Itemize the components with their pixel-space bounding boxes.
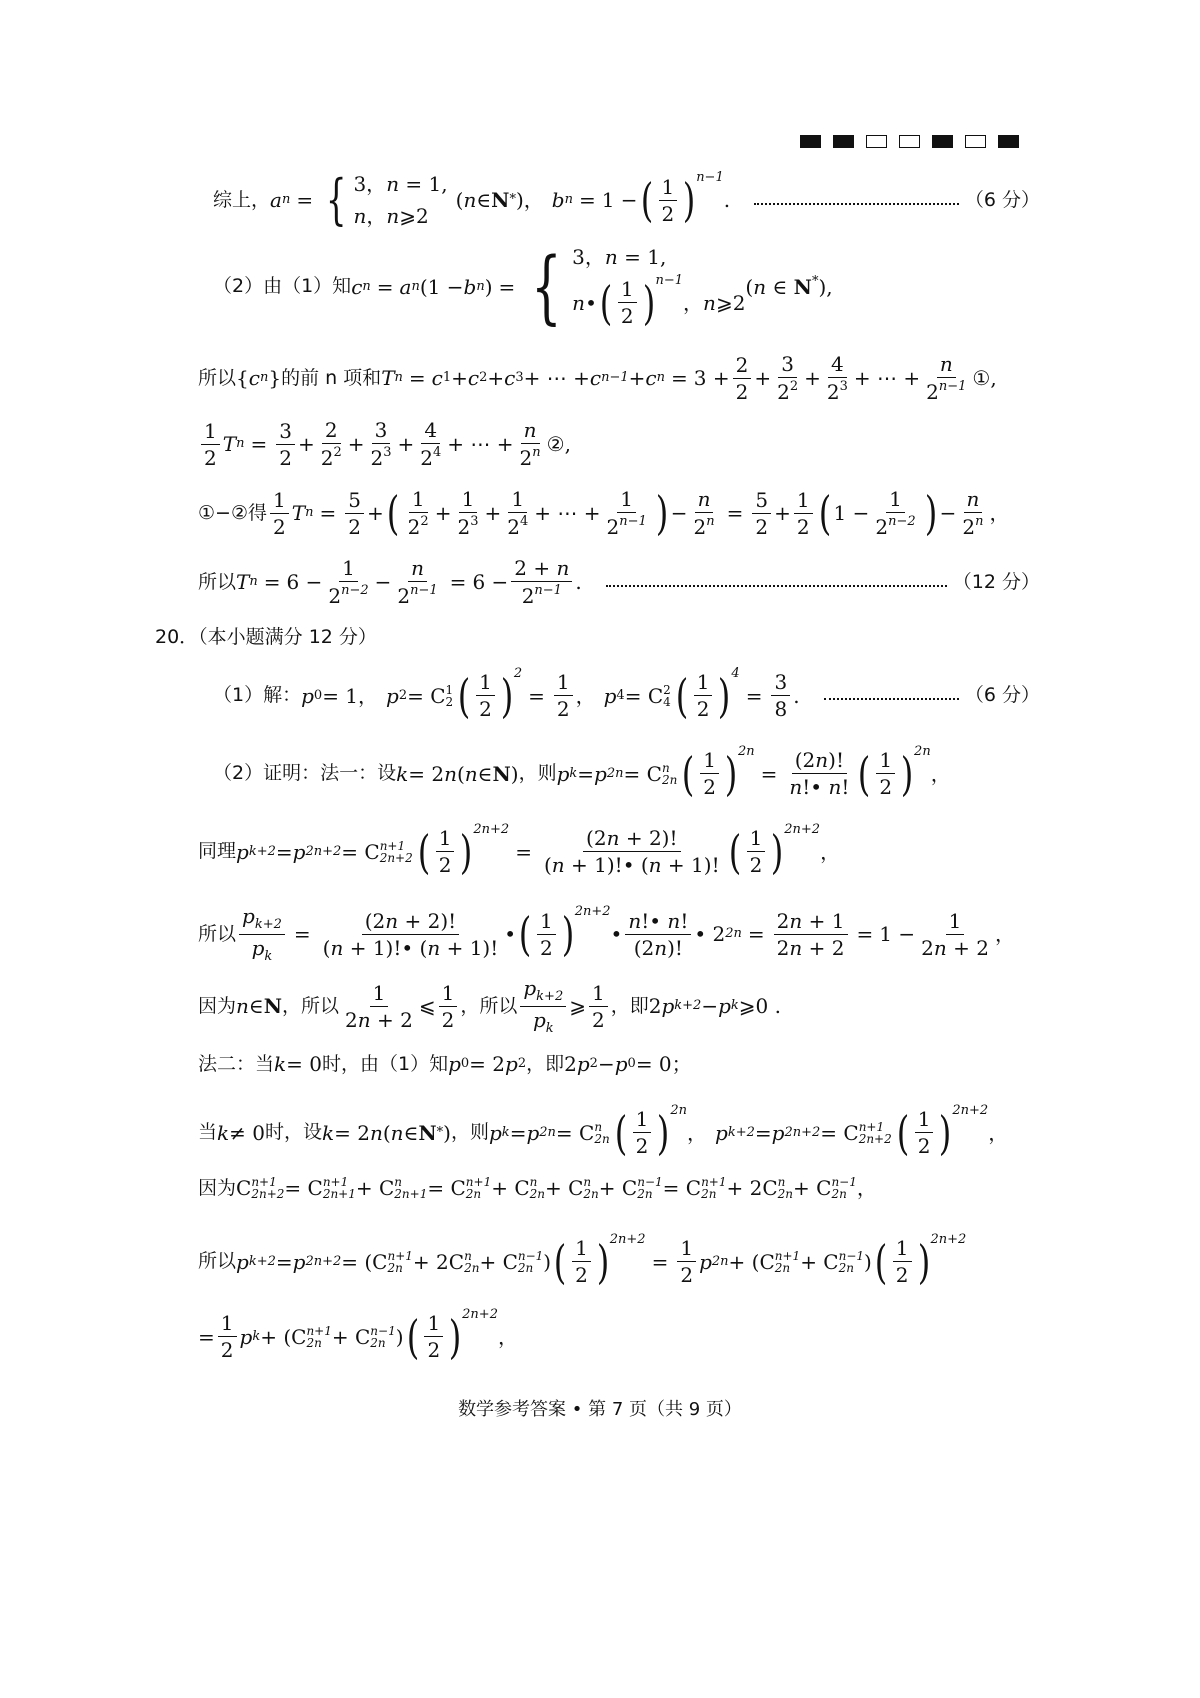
ie-label: ，即 [610,994,649,1017]
then-label: ，则 [450,1121,489,1144]
header-mark [899,135,920,148]
then-label: ，则 [518,762,557,785]
sum-label: 的前 n 项和 [281,366,382,389]
when-label: 当 [198,1121,218,1144]
because-line: 因为 n ∈ N ，所以 $\frac{1}{2n + 2}$ ⩽ $\frac{1}{2}$ ，所以 $\frac{p_{k+2}}{p_k}$ ⩾ $\frac{1}{2}$ ，即 2 p k+2 − p k ⩾0 . [198,976,781,1036]
score-badge: （6 分） [964,684,1040,707]
method2-line: 法二：当 k = 0 时，由（1）知 p 0 = 2 p 2 ，即 2 p 2 − p 0 = 0； [198,1052,692,1076]
part1-label: （1）解： [213,684,302,707]
so-label: ，所以 [460,994,518,1017]
part2-proof-label: （2）证明：法一：设 [213,762,397,785]
score-badge: （6 分） [964,188,1040,211]
page-footer: 数学参考答案 • 第 7 页（共 9 页） [458,1399,742,1420]
header-mark [833,135,854,148]
pk2-final-line: = $\frac{1}{2}$ p k + (C n+1 2n + C n−1 2n ) ( $\frac{1}{2}$ ) 2n+2 ， [198,1306,518,1364]
score-badge: （12 分） [952,570,1040,593]
score-leader [824,698,959,700]
ie-label: ，即 [526,1052,565,1075]
summary-label: 综上， [213,188,271,211]
piecewise-c: { 3，n = 1, n • ( $\frac{1}{2}$ ) n−1 ， n ⩾2 [531,239,746,333]
part2-label: （2）由（1）知 [213,275,352,298]
half-sum-line: $\frac{1}{2}$ T n = $\frac{3}{2}$ + $\frac{2}{2^2}$ + $\frac{3}{2^3}$ + $\frac{4}{2^4}$ + ⋯ + $\frac{n}{2^n}$ ② , [198,418,1040,470]
header-mark [866,135,887,148]
so-label: 所以 [198,922,237,945]
similarly-line: 同理 p k+2 = p 2n+2 = C n+1 2n+2 ( $\frac{1}{2}$ ) 2n+2 = $\frac{(2n + 2)!}{(n + 1)!• (n + 1)!}$ ( $\frac{1}{2}$ ) 2n+2 ， [198,821,841,879]
subtract-line: ①−②得 $\frac{1}{2}$ T n = $\frac{5}{2}$ + ( $\frac{1}{2^2}$ + $\frac{1}{2^3}$ + $\frac{1}{2^4}$ + ⋯ + $\frac{1}{2^{n-1}}$ ) − $\frac{n}{2^n}$ = $\frac{5}{2}$ + $\frac{1}{2}$ ( 1 − $\frac{1}{2^{n-2}}$ ) − $\frac{n}{2^n}$ ， [198,486,1010,540]
score-leader [754,203,959,205]
header-mark [932,135,953,148]
eq-marker-1: ① [972,366,991,390]
so-label: ，所以 [282,994,340,1017]
because-label: 因为 [198,994,237,1017]
ratio-line: 所以 $\frac{p_{k+2}}{p_k}$ = $\frac{(2n + 2)!}{(n + 1)!• (n + 1)!}$ • ( $\frac{1}{2}$ ) 2n+2 • $\frac{n!• n!}{(2n)!}$ • 2 2n = $\frac{2n + 1}{2n + 2}$ = 1 − $\frac{1}{2n + 2}$ ， [198,904,1015,964]
q20-part1-line: （1）解： p 0 = 1， p 2 = C 1 2 ( $\frac{1}{2}$ ) 2 = $\frac{1}{2}$ ， p 4 = C 2 4 ( $\frac{1}{2}$ ) 4 = $\frac{3}{8}$ . （6 分） [213,665,1040,723]
cn-definition-line: （2）由（1）知 c n = a n (1 − b n ) = { 3，n = 1, n • ( $\frac{1}{2}$ ) n−1 ， n ⩾2 (n ∈ N*), [213,239,833,333]
so-label: 所以 [198,570,237,593]
so-label: 所以 [198,366,237,389]
sum-line: 所以 { c n } 的前 n 项和 T n = c 1 + c 2 + c 3 + ⋯ + c n−1 + c n = 3 + $\frac{2}{2}$ + $\frac{3}{2^2}$ + $\frac{4}{2^3}$ + ⋯ + $\frac{n}{2^{n-1}}$ ① , [198,352,997,404]
subtract-label: ①−②得 [198,501,267,524]
k-nonzero-line: 当 k ≠ 0 时，设 k = 2 n ( n ∈ N * ) ，则 p k = p 2n = C n 2n ( $\frac{1}{2}$ ) 2n ， p k+2 = p 2n+2 = C n+1 2n+2 ( $\frac{1}{2}$ ) 2n+2 ， [198,1102,1009,1160]
so-label: 所以 [198,1250,237,1273]
binomial-identity-line: 因为 C n+1 2n+2 = C n+1 2n+1 + C n 2n+1 = C n+1 2n + C n 2n + C n 2n + C n−1 2n = C n+1 2n + 2C n 2n + C n−1 2n ， [198,1175,877,1201]
method2-from-label: 时，由（1）知 [321,1052,449,1075]
header-mark [965,135,986,148]
tn-result-line: 所以 T n = 6 − $\frac{1}{2^{n-2}}$ − $\frac{n}{2^{n-1}}$ = 6 − $\frac{2 + n}{2^{n-1}}$ . （12 分） [198,556,1040,608]
summary-line: 综上， a n = { 3，n = 1, n，n⩾2 ( n ∈ N * )， b n = 1 − ( $\frac{1}{2}$ ) n−1 . （6 分） [213,168,1040,231]
similarly-label: 同理 [198,840,237,863]
pk2-expansion-line: 所以 p k+2 = p 2n+2 = (C n+1 2n + 2C n 2n + C n−1 2n ) ( $\frac{1}{2}$ ) 2n+2 = $\frac{1}{2}$ p 2n + (C n+1 2n + C n−1 2n ) ( $\frac{1}{2}$ ) 2n+2 [198,1231,967,1289]
score-leader [606,585,947,587]
because-label: 因为 [198,1176,237,1199]
when-set-label: 时，设 [264,1121,322,1144]
method1-line: （2）证明：法一：设 k = 2 n ( n ∈ N ) ，则 p k = p 2n = C n 2n ( $\frac{1}{2}$ ) 2n = $\frac{(2n)!}{n!• n!}$ ( $\frac{1}{2}$ ) 2n ， [213,743,951,801]
eq-marker-2: ② [546,432,565,456]
header-mark [998,135,1019,148]
header-marks [800,135,1019,148]
header-mark [800,135,821,148]
question-heading: 20．（本小题满分 12 分） [155,626,377,648]
q20-title [155,626,1040,649]
piecewise-a: { 3，n = 1, n，n⩾2 [325,168,448,231]
method2-label: 法二：当 [198,1052,275,1075]
